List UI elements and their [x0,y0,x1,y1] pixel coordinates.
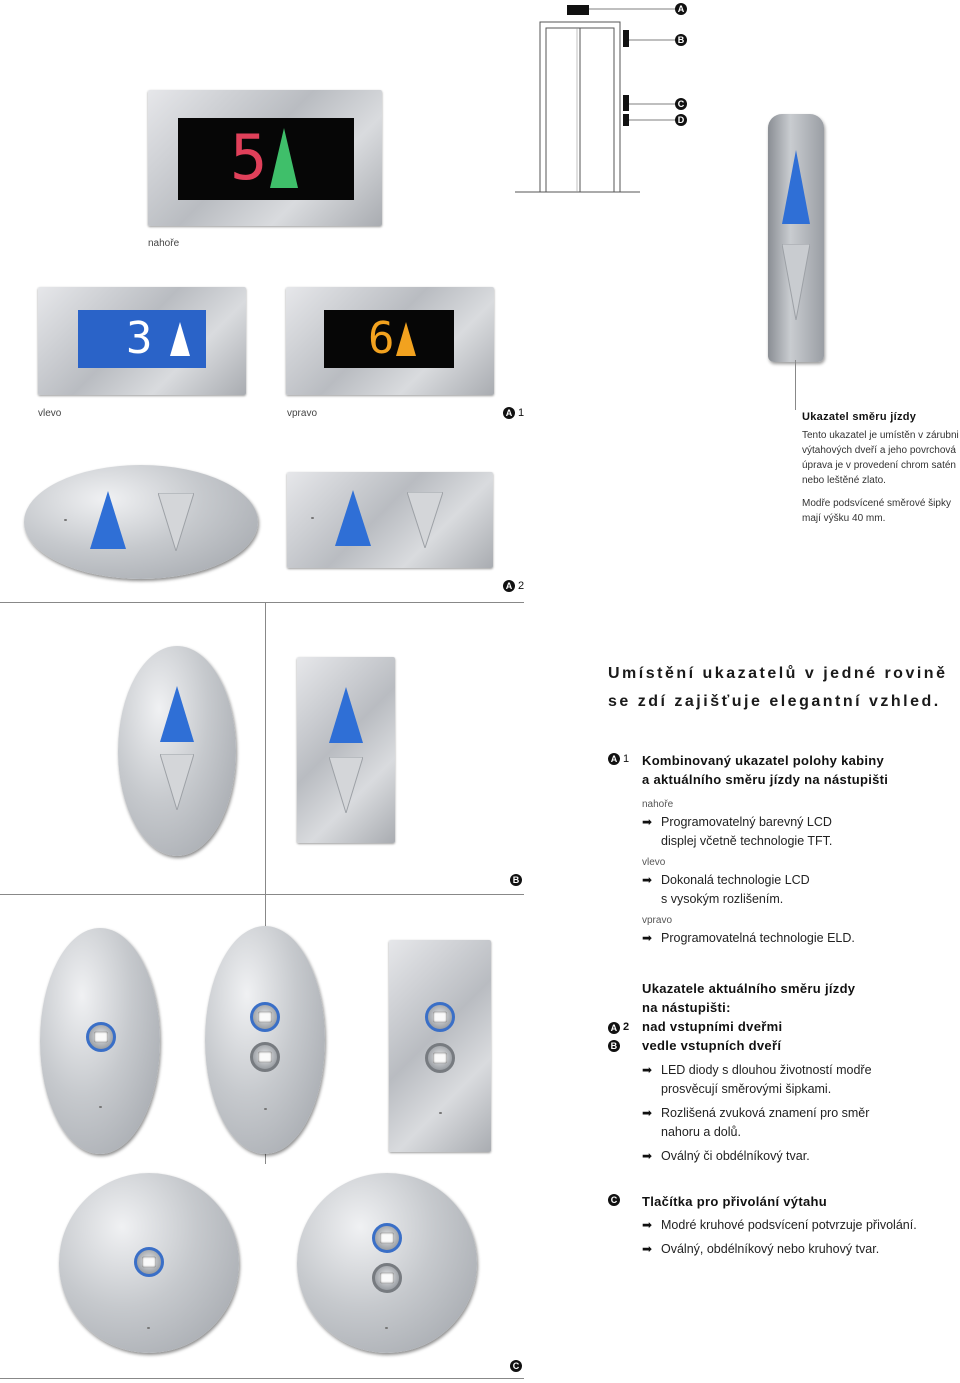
section-a1-marker-letter: A [608,753,620,765]
section-a2-title-4-text: vedle vstupních dveří [642,1038,782,1053]
indicator-leader-line [795,360,796,410]
section-a1-bullet-1 [642,813,960,851]
marker-a2-letter: A [503,580,515,592]
display-panel-right [286,287,494,395]
section-a1-sub-3: vpravo [642,915,673,926]
section-b-marker [608,1037,620,1056]
label-a-marker: A [675,3,687,15]
section-c-bullet-2 [642,1240,960,1259]
arrow-up-blue-icon [90,491,126,549]
display-panel-left [38,287,246,395]
marker-c [510,1360,522,1372]
call-button-down[interactable] [425,1043,455,1073]
section-a1-marker-num: 1 [623,753,630,766]
bullet-line: ➡ Oválný či obdélníkový tvar. [661,1149,810,1163]
marker-b-letter: B [510,874,522,886]
arrow-down-gray-icon [329,757,363,813]
arrow-up-blue-icon [335,490,371,546]
section-a1-sub-2: vlevo [642,857,666,868]
label-b-marker: B [675,34,687,46]
display-screen-left [78,310,206,368]
display-screen-top [178,118,354,200]
label-d-marker: D [675,114,687,126]
arrow-down-gray-icon [160,754,194,810]
marker-a1-num: 1 [518,407,525,420]
arrow-up-blue-icon [782,150,810,224]
floor-number-top: 5 [230,121,268,194]
sensor-dot [99,1106,102,1108]
round-single-button-panel [59,1173,239,1353]
sensor-dot [311,517,314,519]
section-a1-title-1: Kombinovaný ukazatel polohy kabiny [642,753,885,768]
sensor-dot [264,1108,267,1110]
headline-line-1: Umístění ukazatelů v jedné rovině [608,665,948,682]
bullet-line: s vysokým rozlišením. [661,892,784,906]
bullet-line: ➡ Modré kruhové podsvícení potvrzuje přivolání. [661,1218,917,1232]
rect-horizontal-indicator [287,472,493,568]
call-button-blue[interactable] [86,1022,116,1052]
caption-left: vlevo [38,408,62,419]
call-button-blue[interactable] [134,1247,164,1277]
floor-number-left: 3 [126,313,153,364]
oval-vertical-indicator [118,646,236,856]
bullet-line: displej včetně technologie TFT. [661,834,833,848]
section-c-bullet-1 [642,1216,960,1235]
bullet-line: ➡ Dokonalá technologie LCD [661,873,810,887]
section-a2-marker-num: 2 [623,1021,630,1033]
divider-vertical-b [265,602,266,898]
sensor-dot [439,1112,442,1114]
door-diagram [515,0,705,195]
arrow-up-blue-icon [160,686,194,742]
rect-vertical-indicator [297,657,395,843]
call-button-down[interactable] [372,1263,402,1293]
display-screen-right [324,310,454,368]
caption-right: vpravo [287,408,318,419]
display-panel-top [148,90,382,226]
section-a2-marker [608,1018,629,1037]
section-c-marker-letter: C [608,1194,620,1206]
section-a2-title-3 [610,1017,960,1036]
divider-a2 [0,602,524,603]
sidebar-text-2: Modře podsvícené směrové šipky mají výšku 40 mm. [802,498,951,524]
round-double-button-panel [297,1173,477,1353]
sidebar-title: Ukazatel směru jízdy [802,411,917,423]
rect-double-button-panel [389,940,491,1152]
sensor-dot [64,519,67,521]
arrow-up-green-icon [270,128,298,188]
bullet-line: nahoru a dolů. [661,1125,741,1139]
arrow-up-white-icon [170,322,190,356]
arrow-down-gray-icon [158,493,194,551]
section-a2-title-2: na nástupišti: [642,1000,731,1015]
section-c-marker [608,1194,620,1206]
section-a1-title-2: a aktuálního směru jízdy na nástupišti [642,772,889,787]
section-a1-sub-1: nahoře [642,799,674,810]
call-button-up[interactable] [250,1002,280,1032]
call-button-down[interactable] [250,1042,280,1072]
section-a1-bullet-3 [642,929,960,948]
section-a2-b [608,979,960,1166]
section-a2-bullet-1 [642,1061,960,1099]
headline-line-2: se zdí zajišťuje elegantní vzhled. [608,693,941,710]
marker-b [510,874,522,886]
call-button-up[interactable] [425,1002,455,1032]
section-a1-bullet-2 [642,871,960,909]
bullet-line: prosvěcují směrovými šipkami. [661,1082,832,1096]
sensor-dot [147,1327,150,1329]
section-c-title: Tlačítka pro přivolání výtahu [642,1194,827,1209]
marker-a2-num: 2 [518,580,525,593]
door-frame-indicator [768,114,824,362]
headline [608,660,960,716]
section-a1-marker [608,753,629,765]
marker-a2 [503,580,524,592]
call-button-up[interactable] [372,1223,402,1253]
section-a2-marker-letter: A [608,1022,620,1034]
bullet-line: ➡ Programovatelná technologie ELD. [661,931,855,945]
section-a2-bullet-3 [642,1147,960,1166]
sensor-dot [385,1327,388,1329]
marker-c-letter: C [510,1360,522,1372]
section-c [608,1192,960,1259]
section-a2-title-1: Ukazatele aktuálního směru jízdy [642,981,856,996]
sidebar-text-1: Tento ukazatel je umístěn v zárubni výtahových dveří a jeho povrchová úprava je v provedení chrom satén nebo leštěné zlato. [802,430,959,486]
bullet-line: ➡ Oválný, obdélníkový nebo kruhový tvar. [661,1242,880,1256]
section-a1 [608,751,960,948]
arrow-down-gray-icon [407,492,443,548]
oval-single-button-panel [40,928,160,1154]
bullet-line: ➡ Rozlišená zvuková znamení pro směr [661,1106,870,1120]
bullet-line: ➡ Programovatelný barevný LCD [661,815,832,829]
label-c-marker: C [675,98,687,110]
divider-b [0,894,524,895]
arrow-up-amber-icon [396,322,416,356]
door-frame-drawing [515,0,705,195]
section-a2-bullet-2 [642,1104,960,1142]
marker-a1-letter: A [503,407,515,419]
arrow-up-blue-icon [329,687,363,743]
oval-horizontal-indicator [24,465,258,579]
arrow-down-gray-icon [782,244,810,320]
section-a2-title-4 [610,1036,960,1055]
bullet-line: ➡ LED diody s dlouhou životností modře [661,1063,872,1077]
floor-number-right: 6 [368,313,395,364]
divider-c [0,1378,524,1379]
marker-a1 [503,407,524,419]
section-b-marker-letter: B [608,1040,620,1052]
sidebar-text-block [802,411,960,526]
section-a2-title-3-text: nad vstupními dveřmi [642,1019,783,1034]
oval-double-button-panel [205,926,325,1154]
caption-top: nahoře [148,238,180,249]
